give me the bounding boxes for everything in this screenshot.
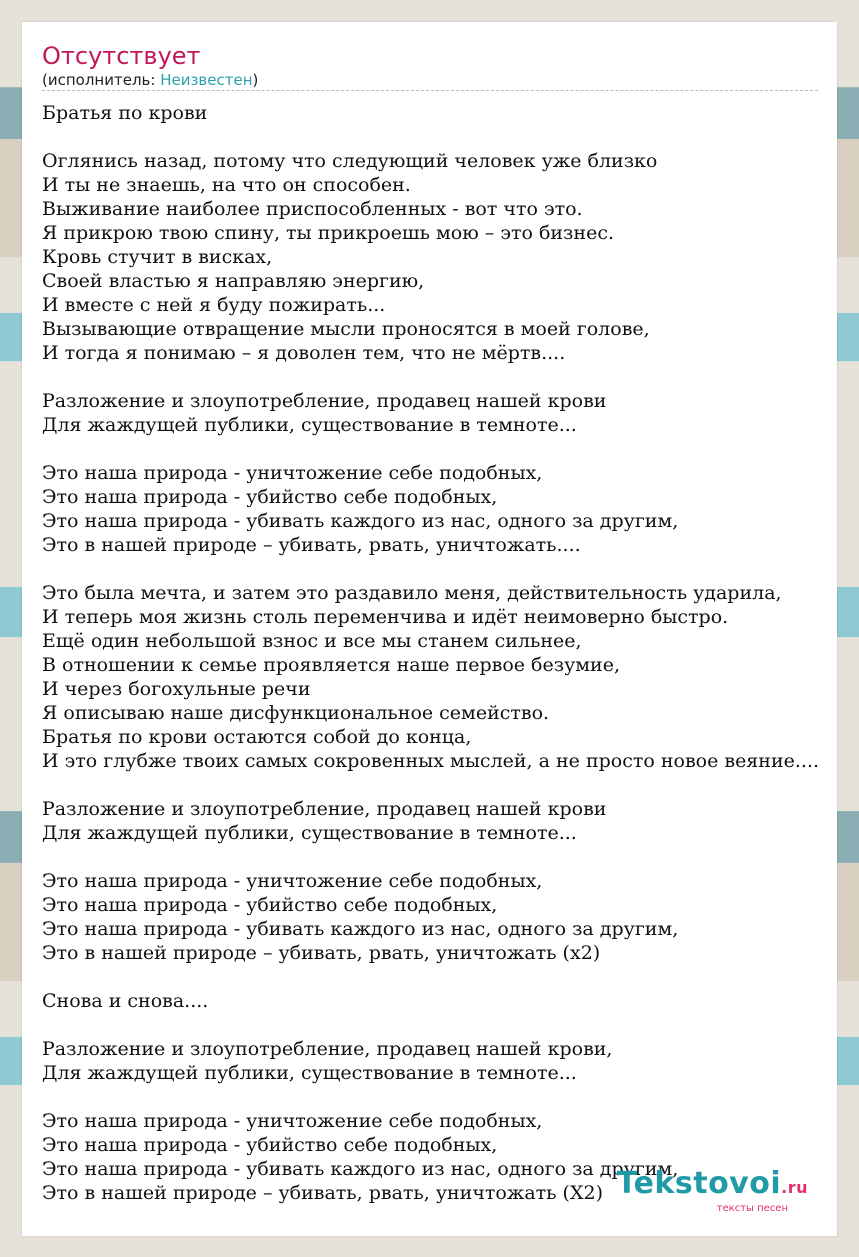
- artist-line: [42, 71, 258, 89]
- song-title: Отсутствует: [42, 42, 201, 70]
- logo-ru-text: .ru: [781, 1178, 808, 1197]
- logo-main-text: Tekstovoi: [616, 1166, 782, 1201]
- artist-link[interactable]: Неизвестен: [160, 71, 253, 89]
- lyrics-card: [22, 22, 837, 1236]
- artist-prefix: (исполнитель:: [42, 71, 161, 89]
- title-divider: [42, 90, 818, 91]
- artist-suffix: ): [252, 71, 259, 89]
- lyrics-text: Братья по крови Оглянись назад, потому что следующий человек уже близко И ты не знаешь, на что он способен. Выживание наиболее приспособленных - вот что это. Я прикрою твою спину, ты прикроешь мою – это бизнес. Кровь стучит в висках, Своей властью я направляю энергию, И вместе с ней я буду пожирать... Вызывающие отвращение мысли проносятся в моей голове, И тогда я понимаю – я доволен тем, что не мёртв.... Разложение и злоупотребление, продавец нашей крови Для жаждущей публики, существование в темноте... Это наша природа - уничтожение себе подобных, Это наша природа - убийство себе подобных, Это наша природа - убивать каждого из нас, одного за другим, Это в нашей природе – убивать, рвать, уничтожать.... Это была мечта, и затем это раздавило меня, действительность ударила, И теперь моя жизнь столь переменчива и идёт неимоверно быстро. Ещё один небольшой взнос и все мы станем сильнее, В отношении к семье проявляется наше первое безумие, И через богохульные речи Я описываю наше дисфункциональное семейство. Братья по крови остаются собой до конца, И это глубже твоих самых сокровенных мыслей, а не просто новое веяние.... Разложение и злоупотребление, продавец нашей крови Для жаждущей публики, существование в темноте... Это наша природа - уничтожение себе подобных, Это наша природа - убийство себе подобных, Это наша природа - убивать каждого из нас, одного за другим, Это в нашей природе – убивать, рвать, уничтожать (х2) Снова и снова.... Разложение и злоупотребление, продавец нашей крови, Для жаждущей публики, существование в темноте... Это наша природа - уничтожение себе подобных, Это наша природа - убийство себе подобных, Это наша природа - убивать каждого из нас, одного за другим, Это в нашей природе – убивать, рвать, уничтожать (Х2): [42, 102, 820, 1204]
- site-logo[interactable]: [617, 1168, 808, 1214]
- logo-tagline: тексты песен: [716, 1203, 788, 1214]
